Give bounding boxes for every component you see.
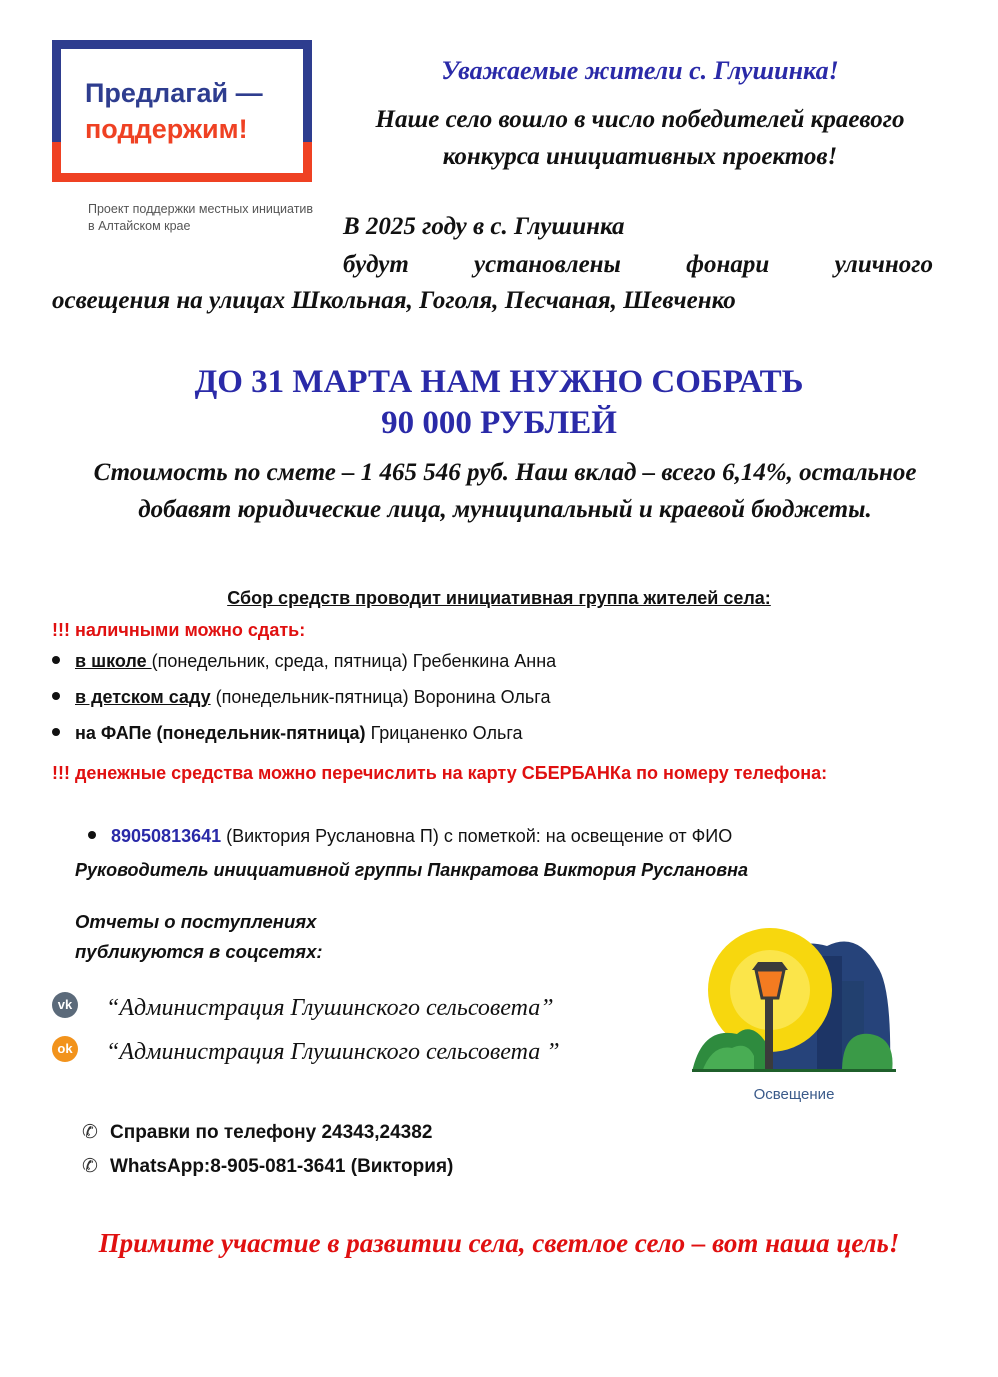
reports-block [75,907,323,967]
street-lamp-illustration [692,926,896,1072]
bullet-icon [52,656,60,664]
social-ok[interactable] [52,1039,560,1066]
reports-line-2: публикуются в соцсетях: [75,941,323,962]
contact-whatsapp [82,1155,453,1178]
ground-line [692,1069,896,1072]
headline [0,362,998,444]
point-rest: (понедельник-пятница) Воронина Ольга [210,687,551,707]
plan-line-2: будут установлены фонари уличного [343,251,933,278]
closing-slogan: Примите участие в развитии села, светлое село – вот наша цель! [98,1228,900,1258]
point-rest: Грицаненко Ольга [365,723,523,743]
social-vk[interactable] [52,995,554,1022]
lamp-pole [765,998,773,1072]
collection-title: Сбор средств проводит инициативная группа жителей села: [227,588,771,608]
point-rest: (понедельник, среда, пятница) Гребенкина Анна [151,651,557,671]
social-ok-text: “Администрация Глушинского сельсовета ” [106,1039,560,1065]
bullet-icon [52,728,60,736]
illustration-caption: Освещение [753,1086,835,1103]
logo-caption: Проект поддержки местных инициатив в Алтайском крае [88,202,314,233]
plan-line-1: В 2025 году в с. Глушинка [343,213,625,240]
list-item [52,651,556,672]
lamp-head [756,970,784,998]
ok-icon: ok [52,1036,78,1062]
transfer-rest: (Виктория Руслановна П) с пометкой: на освещение от ФИО [221,826,733,846]
logo-red-bracket [52,142,312,182]
bullet-icon [52,692,60,700]
greeting: Уважаемые жители с. Глушинка! [441,56,839,85]
contact-phone-text: Справки по телефону 24343,24382 [110,1122,433,1143]
social-vk-text: “Администрация Глушинского сельсовета” [106,995,554,1021]
phone-icon: ✆ [82,1156,98,1177]
point-place: в школе [75,651,152,671]
logo-line-1: Предлагай — [85,78,263,108]
reports-line-1: Отчеты о поступлениях [75,911,317,932]
cash-label: !!! наличными можно сдать: [52,620,306,640]
point-place: на ФАПе (понедельник-пятница) [75,723,366,743]
group-leader: Руководитель инициативной группы Панкратова Виктория Руслановна [75,860,748,880]
headline-line-2: 90 000 РУБЛЕЙ [381,405,617,441]
anchor [891,1015,893,1017]
phone-icon: ✆ [82,1122,98,1143]
list-item [52,687,550,708]
cost-text: Стоимость по смете – 1 465 546 руб. Наш вклад – всего 6,14%, остальное добавят юридические лица, муниципальный и краевой бюджеты. [93,459,917,523]
headline-line-1: ДО 31 МАРТА НАМ НУЖНО СОБРАТЬ [194,364,804,400]
contact-whatsapp-text: WhatsApp:8-905-081-3641 (Виктория) [110,1156,454,1177]
lamp-cap [752,962,788,970]
vk-icon: vk [52,992,78,1018]
list-item [52,723,523,744]
transfer-phone-item [88,826,732,847]
transfer-phone[interactable]: 89050813641 [111,826,222,846]
intro-text: Наше село вошло в число победителей краевого конкурса инициативных проектов! [375,106,905,170]
transfer-label: !!! денежные средства можно перечислить на карту СБЕРБАНКа по номеру телефона: [52,763,828,783]
point-place: в детском саду [75,687,211,707]
logo-line-2: поддержим! [85,114,248,144]
bullet-icon [88,831,96,839]
plan-line-3: освещения на улицах Школьная, Гоголя, Песчаная, Шевченко [52,287,736,314]
logo-frame [52,40,312,182]
contact-phone [82,1121,432,1144]
